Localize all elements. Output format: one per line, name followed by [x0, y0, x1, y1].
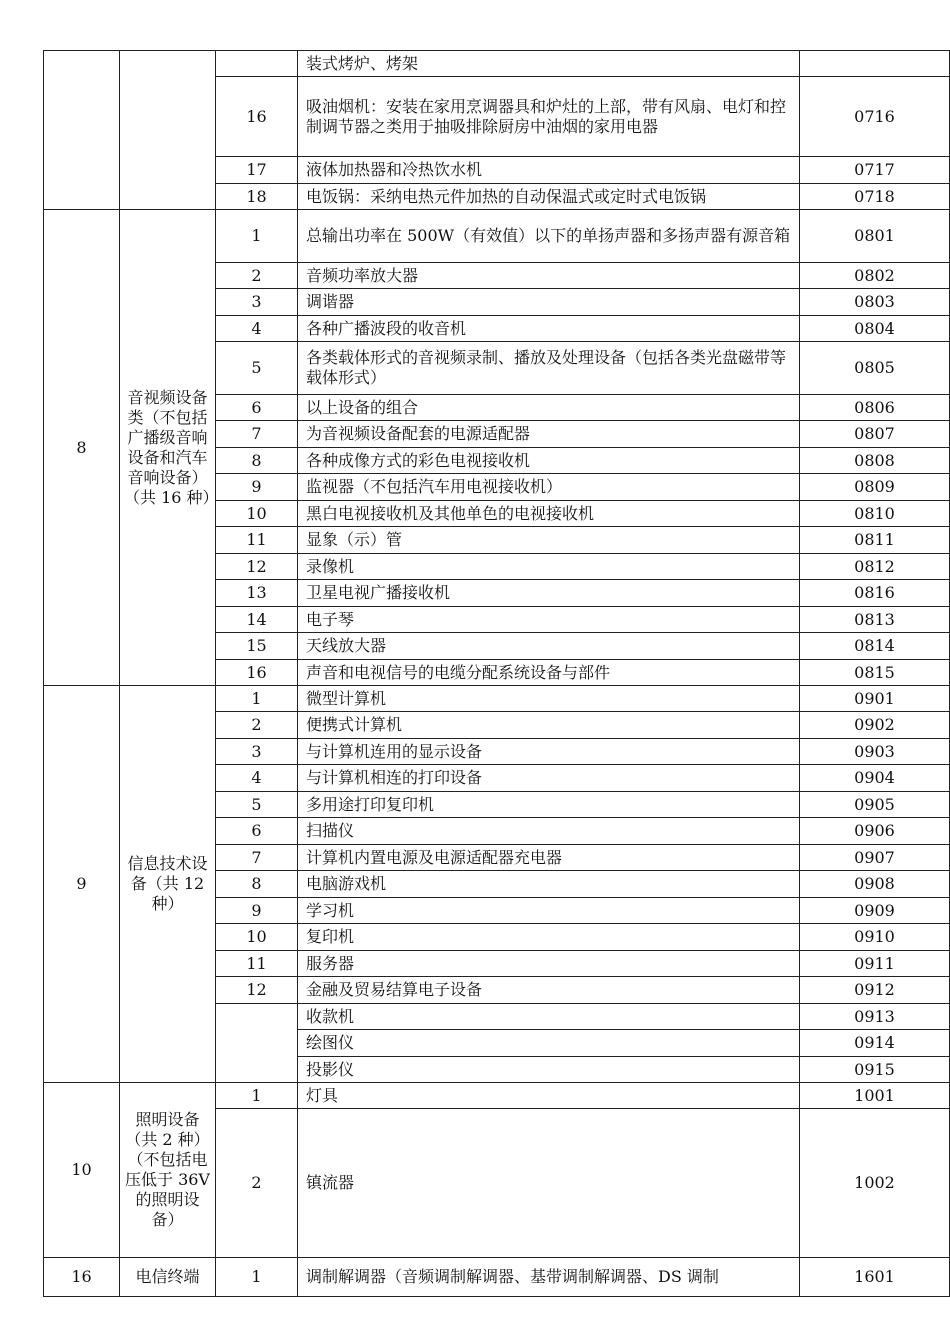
- row-code: 0904: [800, 765, 950, 792]
- row-description: 多用途打印复印机: [298, 792, 800, 818]
- row-code: 1601: [800, 1258, 950, 1297]
- row-code: 0810: [800, 501, 950, 527]
- row-description: 以上设备的组合: [298, 395, 800, 421]
- row-code: 0909: [800, 898, 950, 924]
- row-description: 微型计算机: [298, 686, 800, 712]
- row-seq: 2: [216, 712, 298, 739]
- row-description: 各种广播波段的收音机: [298, 316, 800, 342]
- table-body: [44, 51, 950, 1297]
- row-description: 与计算机连用的显示设备: [298, 739, 800, 765]
- row-code: 0814: [800, 633, 950, 660]
- row-seq: 3: [216, 739, 298, 765]
- row-code: 0907: [800, 845, 950, 871]
- row-code: 0812: [800, 554, 950, 580]
- row-code: 1001: [800, 1083, 950, 1109]
- row-code: 0911: [800, 951, 950, 977]
- row-seq: 5: [216, 342, 298, 395]
- group-category: 电信终端: [120, 1258, 216, 1297]
- row-seq: 1: [216, 1083, 298, 1109]
- row-description: 吸油烟机：安装在家用烹调器具和炉灶的上部，带有风扇、电灯和控制调节器之类用于抽吸排除厨房中油烟的家用电器: [298, 77, 800, 157]
- row-code: [800, 51, 950, 77]
- table-row: [44, 210, 950, 263]
- row-description: 显象（示）管: [298, 527, 800, 554]
- product-catalog-table: [43, 50, 950, 1297]
- row-seq: [216, 51, 298, 77]
- row-code: 0807: [800, 421, 950, 448]
- group-number: 10: [44, 1083, 120, 1258]
- group-number: 9: [44, 686, 120, 1083]
- row-seq: 8: [216, 448, 298, 474]
- row-code: 0901: [800, 686, 950, 712]
- row-code: 0717: [800, 157, 950, 184]
- row-description: 各类载体形式的音视频录制、播放及处理设备（包括各类光盘磁带等载体形式）: [298, 342, 800, 395]
- row-seq: 13: [216, 580, 298, 607]
- row-description: 天线放大器: [298, 633, 800, 660]
- row-description: 音频功率放大器: [298, 263, 800, 289]
- row-seq: 18: [216, 184, 298, 210]
- row-description: 电饭锅：采纳电热元件加热的自动保温式或定时式电饭锅: [298, 184, 800, 210]
- row-description: 声音和电视信号的电缆分配系统设备与部件: [298, 660, 800, 686]
- row-seq: 12: [216, 554, 298, 580]
- row-code: 0915: [800, 1057, 950, 1083]
- table-row: [44, 51, 950, 77]
- row-description: 卫星电视广播接收机: [298, 580, 800, 607]
- row-description: 灯具: [298, 1083, 800, 1109]
- row-description: 服务器: [298, 951, 800, 977]
- row-description: 学习机: [298, 898, 800, 924]
- row-description: 液体加热器和冷热饮水机: [298, 157, 800, 184]
- group-category: 照明设备（共 2 种）（不包括电压低于 36V 的照明设备）: [120, 1083, 216, 1258]
- row-seq: 5: [216, 792, 298, 818]
- row-code: 0811: [800, 527, 950, 554]
- group-category: 音视频设备类（不包括广播级音响设备和汽车音响设备）（共 16 种）: [120, 210, 216, 686]
- row-code: 0914: [800, 1030, 950, 1057]
- row-description: 镇流器: [298, 1109, 800, 1258]
- row-seq: 11: [216, 951, 298, 977]
- row-code: 0905: [800, 792, 950, 818]
- row-seq: 15: [216, 633, 298, 660]
- row-description: 与计算机相连的打印设备: [298, 765, 800, 792]
- row-description: 便携式计算机: [298, 712, 800, 739]
- row-seq: 9: [216, 898, 298, 924]
- row-seq: 2: [216, 263, 298, 289]
- row-seq: [216, 1004, 298, 1083]
- row-code: 0718: [800, 184, 950, 210]
- row-description: 录像机: [298, 554, 800, 580]
- row-seq: 10: [216, 501, 298, 527]
- row-description: 调谐器: [298, 289, 800, 316]
- row-seq: 10: [216, 924, 298, 951]
- row-code: 0913: [800, 1004, 950, 1030]
- row-code: 0808: [800, 448, 950, 474]
- row-description: 黑白电视接收机及其他单色的电视接收机: [298, 501, 800, 527]
- row-seq: 16: [216, 77, 298, 157]
- row-description: 扫描仪: [298, 818, 800, 845]
- row-seq: 3: [216, 289, 298, 316]
- row-seq: 6: [216, 818, 298, 845]
- row-seq: 14: [216, 607, 298, 633]
- row-code: 0716: [800, 77, 950, 157]
- row-code: 0803: [800, 289, 950, 316]
- row-seq: 7: [216, 845, 298, 871]
- row-code: 0902: [800, 712, 950, 739]
- row-description: 绘图仪: [298, 1030, 800, 1057]
- row-code: 0809: [800, 474, 950, 501]
- row-code: 0804: [800, 316, 950, 342]
- row-description: 投影仪: [298, 1057, 800, 1083]
- row-description: 金融及贸易结算电子设备: [298, 977, 800, 1004]
- row-description: 为音视频设备配套的电源适配器: [298, 421, 800, 448]
- row-seq: 8: [216, 871, 298, 898]
- table-row: [44, 686, 950, 712]
- table-row: [44, 1083, 950, 1109]
- row-seq: 16: [216, 660, 298, 686]
- row-code: 0903: [800, 739, 950, 765]
- row-description: 电子琴: [298, 607, 800, 633]
- row-seq: 4: [216, 316, 298, 342]
- row-seq: 1: [216, 1258, 298, 1297]
- group-category: 信息技术设备（共 12 种）: [120, 686, 216, 1083]
- row-code: 0815: [800, 660, 950, 686]
- row-code: 0912: [800, 977, 950, 1004]
- row-seq: 11: [216, 527, 298, 554]
- row-seq: 9: [216, 474, 298, 501]
- group-category: [120, 51, 216, 210]
- row-seq: 6: [216, 395, 298, 421]
- row-seq: 4: [216, 765, 298, 792]
- row-description: 电脑游戏机: [298, 871, 800, 898]
- row-description: 计算机内置电源及电源适配器充电器: [298, 845, 800, 871]
- row-code: 0813: [800, 607, 950, 633]
- row-code: 0816: [800, 580, 950, 607]
- row-description: 复印机: [298, 924, 800, 951]
- row-seq: 12: [216, 977, 298, 1004]
- row-description: 总输出功率在 500W（有效值）以下的单扬声器和多扬声器有源音箱: [298, 210, 800, 263]
- row-description: 监视器（不包括汽车用电视接收机）: [298, 474, 800, 501]
- row-description: 收款机: [298, 1004, 800, 1030]
- row-code: 0910: [800, 924, 950, 951]
- table-row: [44, 1258, 950, 1297]
- row-code: 0908: [800, 871, 950, 898]
- row-seq: 17: [216, 157, 298, 184]
- group-number: 16: [44, 1258, 120, 1297]
- row-description: 装式烤炉、烤架: [298, 51, 800, 77]
- row-description: 各种成像方式的彩色电视接收机: [298, 448, 800, 474]
- row-code: 0805: [800, 342, 950, 395]
- row-seq: 1: [216, 210, 298, 263]
- row-seq: 2: [216, 1109, 298, 1258]
- row-code: 1002: [800, 1109, 950, 1258]
- row-seq: 7: [216, 421, 298, 448]
- group-number: 8: [44, 210, 120, 686]
- row-code: 0906: [800, 818, 950, 845]
- row-code: 0802: [800, 263, 950, 289]
- row-code: 0806: [800, 395, 950, 421]
- row-description: 调制解调器（音频调制解调器、基带调制解调器、DS 调制: [298, 1258, 800, 1297]
- row-code: 0801: [800, 210, 950, 263]
- group-number: [44, 51, 120, 210]
- row-seq: 1: [216, 686, 298, 712]
